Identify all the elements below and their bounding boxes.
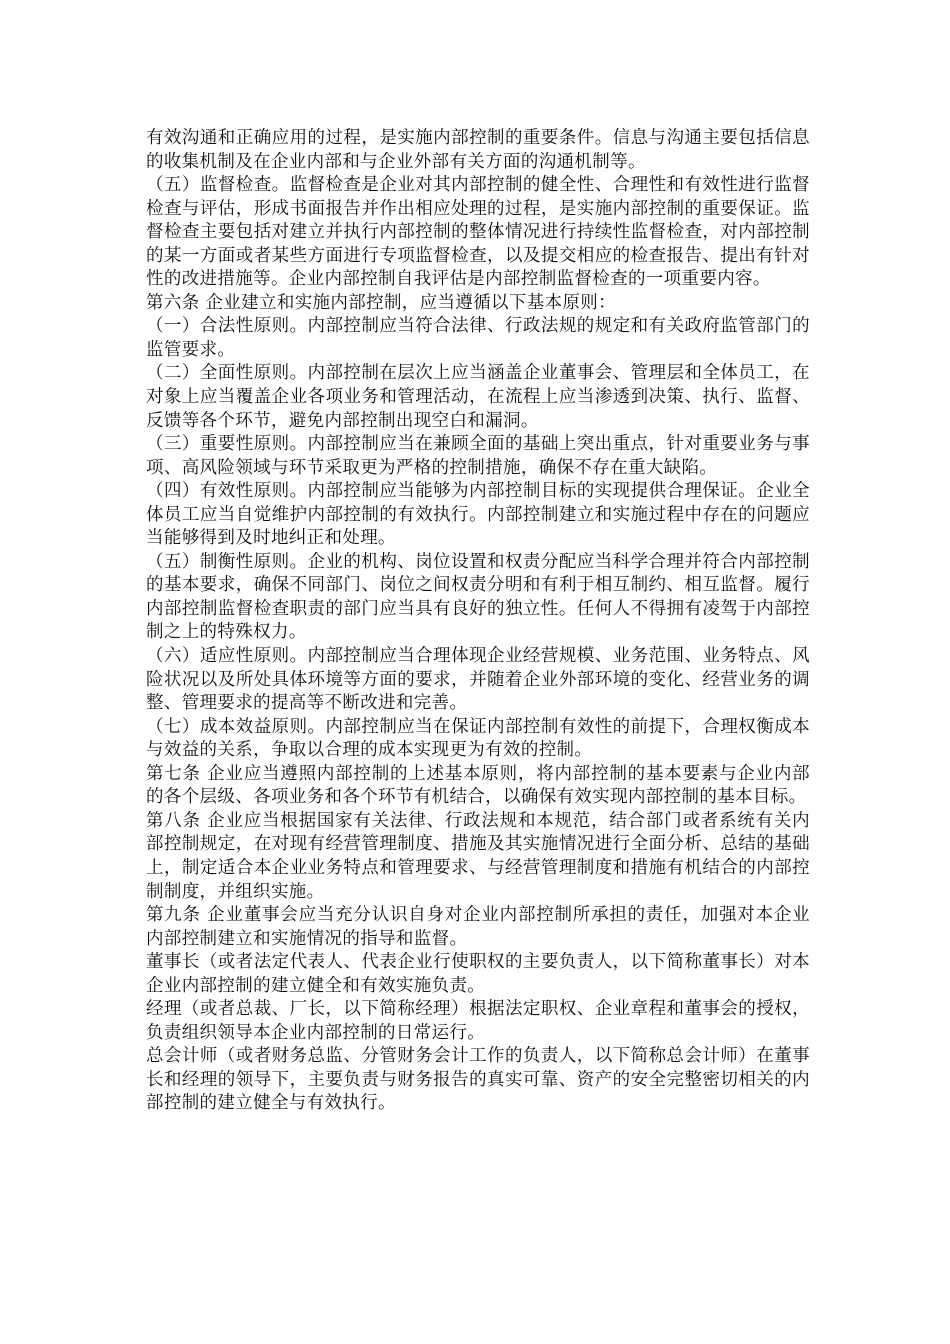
article-6-heading: 第六条 企业建立和实施内部控制，应当遵循以下基本原则：	[146, 292, 617, 313]
principle-legality: （一）合法性原则。内部控制应当符合法律、行政法规的规定和有关政府监管部门的监管要求。	[146, 316, 810, 360]
paragraph-supervision-inspection: （五）监督检查。监督检查是企业对其内部控制的健全性、合理性和有效性进行监督检查与评估，形成书面报告并作出相应处理的过程，是实施内部控制的重要保证。监督检查主要包括对建立并执行内部控制的整体情况进行持续性监督检查，对内部控制的某一方面或者某些方面进行专项监督检查，以及提交相应的检查报告、提出有针对性的改进措施等。企业内部控制自我评估是内部控制监督检查的一项重要内容。	[146, 175, 810, 290]
principle-comprehensiveness: （二）全面性原则。内部控制在层次上应当涵盖企业董事会、管理层和全体员工，在对象上应当覆盖企业各项业务和管理活动，在流程上应当渗透到决策、执行、监督、反馈等各个环节，避免内部控制出现空白和漏洞。	[146, 363, 810, 431]
article-7: 第七条 企业应当遵照内部控制的上述基本原则，将内部控制的基本要素与企业内部的各个层级、各项业务和各个环节有机结合，以确保有效实现内部控制的基本目标。	[146, 763, 810, 808]
paragraph-manager: 经理（或者总裁、厂长，以下简称经理）根据法定职权、企业章程和董事会的授权，负责组织领导本企业内部控制的日常运行。	[146, 999, 810, 1043]
paragraph-chief-accountant: 总会计师（或者财务总监、分管财务会计工作的负责人，以下简称总会计师）在董事长和经理的领导下，主要负责与财务报告的真实可靠、资产的安全完整密切相关的内部控制的建立健全与有效执行。	[146, 1046, 810, 1114]
principle-checks-balances: （五）制衡性原则。企业的机构、岗位设置和权责分配应当科学合理并符合内部控制的基本要求，确保不同部门、岗位之间权责分明和有利于相互制约、相互监督。履行内部控制监督检查职责的部门应当具有良好的独立性。任何人不得拥有凌驾于内部控制之上的特殊权力。	[146, 551, 810, 643]
article-8: 第八条 企业应当根据国家有关法律、行政法规和本规范，结合部门或者系统有关内部控制规定，在对现有经营管理制度、措施及其实施情况进行全面分析、总结的基础上，制定适合本企业业务特点和管理要求、与经营管理制度和措施有机结合的内部控制制度，并组织实施。	[146, 810, 810, 902]
paragraph-info-communication-cont: 有效沟通和正确应用的过程，是实施内部控制的重要条件。信息与沟通主要包括信息的收集机制及在企业内部和与企业外部有关方面的沟通机制等。	[146, 128, 810, 172]
principle-cost-benefit: （七）成本效益原则。内部控制应当在保证内部控制有效性的前提下，合理权衡成本与效益的关系，争取以合理的成本实现更为有效的控制。	[146, 716, 810, 761]
paragraph-chairman: 董事长（或者法定代表人、代表企业行使职权的主要负责人，以下简称董事长）对本企业内部控制的建立健全和有效实施负责。	[146, 952, 810, 996]
article-9: 第九条 企业董事会应当充分认识自身对企业内部控制所承担的责任，加强对本企业内部控制建立和实施情况的指导和监督。	[146, 905, 810, 949]
principle-importance: （三）重要性原则。内部控制应当在兼顾全面的基础上突出重点，针对重要业务与事项、高风险领域与环节采取更为严格的控制措施，确保不存在重大缺陷。	[146, 434, 810, 478]
principle-adaptability: （六）适应性原则。内部控制应当合理体现企业经营规模、业务范围、业务特点、风险状况以及所处具体环境等方面的要求，并随着企业外部环境的变化、经营业务的调整、管理要求的提高等不断改进和完善。	[146, 646, 810, 714]
document-body	[146, 127, 810, 1116]
principle-effectiveness: （四）有效性原则。内部控制应当能够为内部控制目标的实现提供合理保证。企业全体员工应当自觉维护内部控制的有效执行。内部控制建立和实施过程中存在的问题应当能够得到及时地纠正和处理。	[146, 481, 810, 549]
